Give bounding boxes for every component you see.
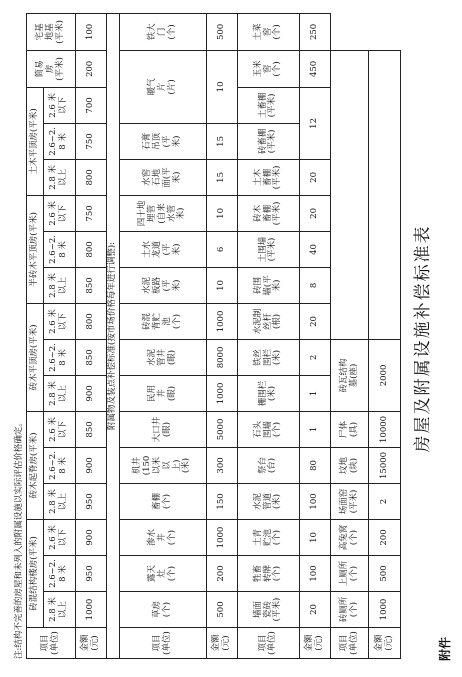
amount-cell: 20 <box>299 159 331 195</box>
attachment-item: 铁丝 围栏 (米) <box>238 339 299 375</box>
amount-cell: 1 <box>299 375 331 411</box>
height-item: 2.6 米 以下 <box>43 87 75 123</box>
height-item: 2.6 米 以下 <box>43 195 75 231</box>
amount-cell: 800 <box>75 303 107 339</box>
empty-cell <box>369 50 401 339</box>
height-item: 2.8 米 以上 <box>43 159 75 195</box>
building-group-label: 半砖木平顶房(平米) <box>27 195 44 303</box>
attachment-item: 上厕所 (个) <box>331 556 369 592</box>
attachment-item: 砖畜棚 (平米) <box>238 123 299 159</box>
amount-cell: 750 <box>75 195 107 231</box>
table-row <box>107 13 120 658</box>
amount-cell: 10 <box>299 519 331 555</box>
amount-cell: 8 <box>299 267 331 303</box>
building-group-label: 土木平顶房(平米) <box>27 87 44 195</box>
attachment-item: 机井 (150 以米 以 上) (米) <box>119 447 206 483</box>
page-title: 房屋及附属设施补偿标准表 <box>413 224 433 453</box>
amount-cell: 20 <box>299 195 331 231</box>
amount-cell: 500 <box>206 592 238 628</box>
amount-cell: 10 <box>206 195 238 231</box>
amount-cell: 950 <box>75 483 107 519</box>
homestead-label: 宅基 地基 (平米) <box>27 13 76 50</box>
amount-cell: 20 <box>299 592 331 628</box>
attachment-item: 场面窑 (平米) <box>331 483 369 519</box>
attachment-item: 土畜棚 (平米) <box>238 87 299 123</box>
attachment-item: 尸体 (具) <box>331 411 369 447</box>
amount-cell: 200 <box>206 556 238 592</box>
table-row <box>299 13 331 658</box>
height-item: 2.6~2. 8 米 <box>43 447 75 483</box>
amount-cell: 2 <box>299 339 331 375</box>
attachment-item: 土木 畜棚 (平米) <box>238 159 299 195</box>
height-item: 2.6~2. 8 米 <box>43 231 75 267</box>
height-item: 2.8 米 以上 <box>43 592 75 628</box>
attachment-item: 祭台 (台) <box>238 447 299 483</box>
amount-cell: 850 <box>75 267 107 303</box>
amount-cell: 250 <box>299 13 331 50</box>
amount-cell: 900 <box>75 519 107 555</box>
attachment-item: 水泥 管道 (米) <box>238 483 299 519</box>
amount-cell: 200 <box>75 50 107 87</box>
amount-cell: 5000 <box>206 411 238 447</box>
attachment-item: 墙面 瓷砖 (平米) <box>238 592 299 628</box>
amount-cell: 950 <box>75 556 107 592</box>
attachment-item: 渗水 井 (个) <box>119 519 206 555</box>
amount-cell: 150 <box>206 483 238 519</box>
table-row <box>331 13 369 658</box>
row-header: 项目 (单位) <box>119 628 206 659</box>
amount-cell: 2 <box>369 483 401 519</box>
attachment-item: 牲畜 转牌 (个) <box>238 556 299 592</box>
table-row <box>369 13 401 658</box>
amount-cell: 1000 <box>206 375 238 411</box>
attachment-item: 高兔窝 (个) <box>331 519 369 555</box>
amount-cell: 900 <box>75 375 107 411</box>
table-row <box>43 13 75 658</box>
footnote: 注:结构不完善的房屋和未列入的附属设施以实际评估价格确定。 <box>14 418 24 659</box>
amount-cell: 10 <box>206 50 238 123</box>
empty-cell <box>331 50 369 339</box>
attachment-item: 坟地 (块) <box>331 447 369 483</box>
simple-room-label: 简易 房 (平米) <box>27 50 76 87</box>
height-item: 2.8 米 以上 <box>43 267 75 303</box>
amount-cell: 100 <box>299 556 331 592</box>
height-item: 2.8 米 以上 <box>43 483 75 519</box>
attachment-item: 土水 龙道 (平 米) <box>119 231 206 267</box>
attachment-item: 砖木 畜棚 (平米) <box>238 195 299 231</box>
amount-cell: 1 <box>299 411 331 447</box>
attachment-item: 砖厕所 (个) <box>331 592 369 628</box>
table-row <box>75 13 107 658</box>
amount-cell: 100 <box>299 483 331 519</box>
amount-cell: 1000 <box>369 592 401 628</box>
amount-cell: 20 <box>299 303 331 339</box>
attachment-item: 砖混 背贮 池 (个) <box>119 303 206 339</box>
amount-header: 金额 (元) <box>369 628 401 659</box>
amount-cell: 1000 <box>206 519 238 555</box>
amount-cell: 300 <box>206 447 238 483</box>
attachment-item: 畜棚 (个) <box>119 483 206 519</box>
compensation-table <box>26 13 401 659</box>
amount-cell: 900 <box>75 447 107 483</box>
attachment-item: 土菜 窖 (个) <box>238 13 299 50</box>
amount-cell: 750 <box>75 123 107 159</box>
amount-cell: 10000 <box>369 411 401 447</box>
amount-cell: 700 <box>75 87 107 123</box>
attachment-item: 砖围 墙(平 米) <box>238 267 299 303</box>
attachment-item: 石头 围墙 (个) <box>238 411 299 447</box>
row-header: 项目 (单位) <box>27 628 76 659</box>
attachment-item: 砖瓦结构 墓(座) <box>331 339 369 411</box>
attachment-item: 水泥 板路 (平 米) <box>119 267 206 303</box>
attachment-item: 四十地 埋管 (自来 水管 米) <box>119 195 206 231</box>
amount-cell: 800 <box>75 231 107 267</box>
attachment-item: 草房 (个) <box>119 592 206 628</box>
row-header: 项目 (单位) <box>238 628 299 659</box>
row-header: 项目 (单位) <box>331 628 369 659</box>
amount-header: 金额 (元) <box>75 628 107 659</box>
amount-cell: 800 <box>75 159 107 195</box>
height-item: 2.6~2. 8 米 <box>43 123 75 159</box>
building-group-label: 砖混结构楼房(平米) <box>27 519 44 627</box>
amount-cell: 500 <box>369 556 401 592</box>
attachment-item: 大口井 (眼) <box>119 411 206 447</box>
attachment-item: 铁大 门 (个) <box>119 13 206 50</box>
height-item: 2.6~2. 8 米 <box>43 339 75 375</box>
height-item: 2.6 米 以下 <box>43 519 75 555</box>
attachment-item: 暖气 片 (片) <box>119 50 206 123</box>
amount-cell: 450 <box>299 50 331 87</box>
attachment-item: 民用 井 (眼) <box>119 375 206 411</box>
height-item: 2.8 米 以上 <box>43 375 75 411</box>
amount-cell: 1000 <box>75 592 107 628</box>
attachment-item: 露天 灶 (个) <box>119 556 206 592</box>
amount-cell: 200 <box>369 519 401 555</box>
attachment-item: 土围墙 (平米) <box>238 231 299 267</box>
attachment-item: 玉米 窖 (个) <box>238 50 299 87</box>
table-row <box>27 13 44 658</box>
table-row <box>238 13 299 658</box>
amount-cell: 15 <box>206 123 238 159</box>
height-item: 2.6 米 以下 <box>43 411 75 447</box>
building-group-label: 砖木平顶房(平米) <box>27 303 44 411</box>
amount-cell: 12 <box>299 87 331 159</box>
amount-cell: 10 <box>206 267 238 303</box>
amount-cell: 15000 <box>369 447 401 483</box>
attachment-label: 附件 <box>438 636 452 661</box>
table-row <box>119 13 206 658</box>
attachment-item: 土青 贮池 (个) <box>238 519 299 555</box>
amount-cell: 8000 <box>206 339 238 375</box>
height-item: 2.6 米 以下 <box>43 303 75 339</box>
height-item: 2.6~2. 8 米 <box>43 556 75 592</box>
attachment-item: 石膏 吊顶 (平 米) <box>119 123 206 159</box>
building-group-label: 砖木起脊房(平米) <box>27 411 44 519</box>
amount-cell: 500 <box>206 13 238 50</box>
amount-cell: 2000 <box>369 339 401 411</box>
table-row <box>206 13 238 658</box>
amount-cell: 100 <box>75 13 107 50</box>
attachment-note: 附属物及装点补偿标准(按市场价格每年进行调整): <box>107 13 120 658</box>
amount-cell: 15 <box>206 159 238 195</box>
amount-header: 金额 (元) <box>206 628 238 659</box>
amount-cell: 6 <box>206 231 238 267</box>
amount-cell: 80 <box>299 447 331 483</box>
amount-cell: 850 <box>75 411 107 447</box>
attachment-item: 水窖 石地 面(平 米) <box>119 159 206 195</box>
amount-header: 金额 (元) <box>299 628 331 659</box>
attachment-item: 水泥制 丝杆 (根) <box>238 303 299 339</box>
attachment-item: 栅围栏 (米) <box>238 375 299 411</box>
attachment-item: 水泥 管井 (眼) <box>119 339 206 375</box>
amount-cell: 1000 <box>206 303 238 339</box>
amount-cell: 850 <box>75 339 107 375</box>
amount-cell: 40 <box>299 231 331 267</box>
